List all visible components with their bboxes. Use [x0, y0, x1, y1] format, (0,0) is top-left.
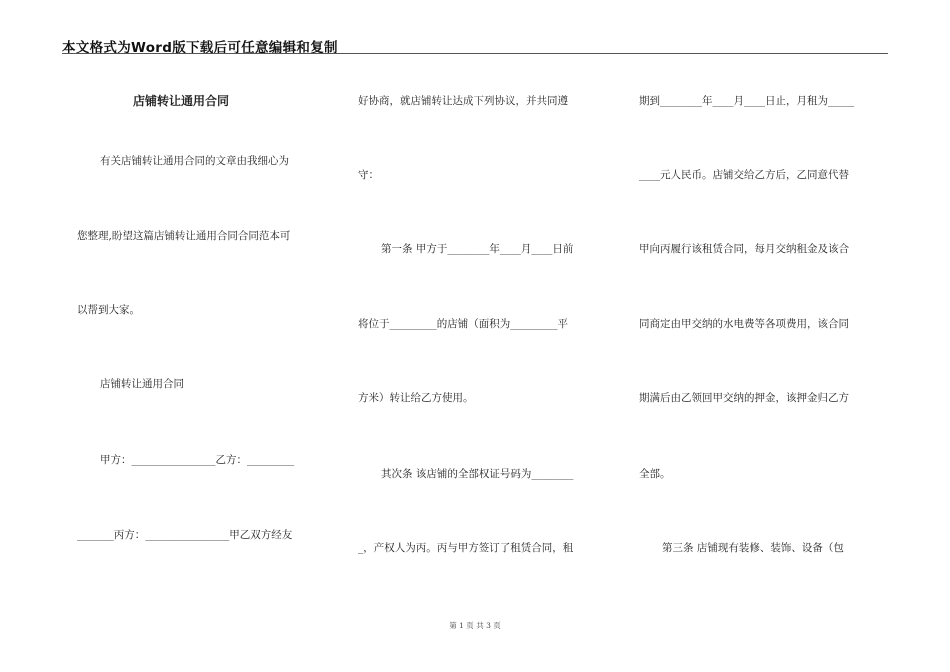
paragraph-line: 同商定由甲交纳的水电费等各项费用，该合同 — [639, 318, 849, 330]
text-column-1 — [77, 0, 327, 620]
paragraph-line: 第一条 甲方于________年____月____日前 — [381, 243, 574, 255]
paragraph-line: ____元人民币。店铺交给乙方后，乙同意代替 — [639, 169, 849, 181]
document-banner: 本文格式为Word版下载后可任意编辑和复制 — [62, 40, 338, 56]
paragraph-line: 方米）转让给乙方使用。 — [358, 392, 474, 404]
text-column-3 — [639, 0, 889, 620]
paragraph-line: 期满后由乙领回甲交纳的押金，该押金归乙方 — [639, 392, 849, 404]
text-column-2 — [358, 0, 608, 620]
paragraph-line: 好协商，就店铺转让达成下列协议，并共同遵 — [358, 95, 568, 107]
paragraph-line: 全部。 — [639, 468, 671, 480]
paragraph-line: _______丙方：________________甲乙双方经友 — [77, 529, 293, 541]
paragraph-line: 甲向丙履行该租赁合同，每月交纳租金及该合 — [639, 243, 849, 255]
paragraph-line: 以帮到大家。 — [77, 304, 140, 316]
page-number: 第 1 页 共 3 页 — [449, 621, 501, 630]
paragraph-line: 甲方：________________乙方：_________ — [100, 454, 295, 466]
paragraph-line: 守： — [358, 169, 379, 181]
paragraph-line: 有关店铺转让通用合同的文章由我细心为 — [100, 155, 289, 167]
document-title: 店铺转让通用合同 — [133, 94, 230, 108]
paragraph-line: _，产权人为丙。丙与甲方签订了租赁合同，租 — [358, 542, 574, 554]
section-heading: 店铺转让通用合同 — [100, 378, 184, 390]
paragraph-line: 将位于_________的店铺（面积为_________平 — [358, 318, 568, 330]
paragraph-line: 第三条 店铺现有装修、装饰、设备（包 — [662, 542, 844, 554]
paragraph-line: 您整理,盼望这篇店铺转让通用合同合同范本可 — [77, 230, 291, 242]
paragraph-line: 期到________年____月____日止，月租为_____ — [639, 95, 855, 107]
paragraph-line: 其次条 该店铺的全部权证号码为________ — [381, 468, 574, 480]
